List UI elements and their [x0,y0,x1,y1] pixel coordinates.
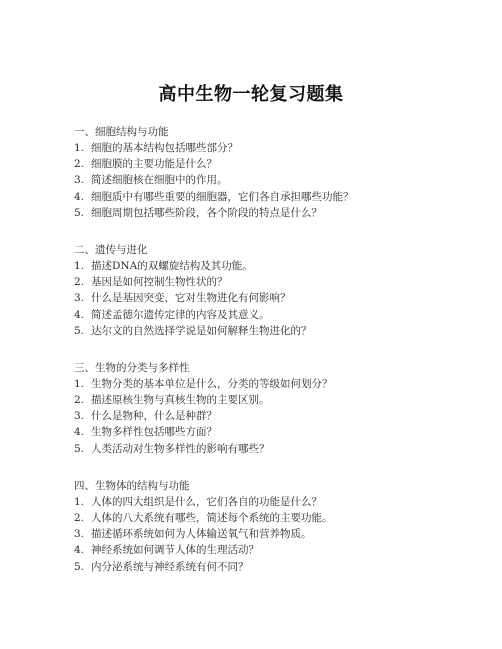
question-item [74,392,484,408]
question-number: 4. [74,544,85,557]
question-list [74,376,484,457]
question-text: 细胞的基本结构包括哪些部分？ [91,142,238,154]
question-list [74,494,484,575]
question-text: 生物分类的基本单位是什么，分类的等级如何划分？ [91,377,333,390]
question-number: 3. [74,410,85,423]
question-text: 人体的八大系统有哪些，简述每个系统的主要功能。 [91,512,333,524]
question-number: 5. [74,324,85,337]
question-item [74,258,484,274]
question-number: 1. [74,259,85,272]
question-number: 5. [74,206,85,219]
question-number: 4. [74,308,85,321]
question-text: 生物多样性包括哪些方面？ [91,426,217,439]
section-organism-structure [74,478,484,575]
question-text: 达尔文的自然选择学说是如何解释生物进化的？ [91,324,312,337]
question-item [74,376,484,392]
document-title: 高中生物一轮复习题集 [158,84,344,105]
question-text: 基因是如何控制生物性状的？ [91,276,228,289]
question-text: 细胞周期包括哪些阶段，各个阶段的特点是什么？ [91,206,322,219]
section-heading: 四、生物体的结构与功能 [74,479,190,492]
question-number: 3. [74,174,85,187]
question-item [74,526,484,542]
question-list [74,140,484,221]
question-text: 人类活动对生物多样性的影响有哪些？ [91,442,270,455]
question-text: 描述原核生物与真核生物的主要区别。 [91,394,270,407]
question-number: 1. [74,377,85,390]
question-number: 4. [74,190,85,203]
question-item [74,559,484,575]
question-text: 细胞质中有哪些重要的细胞器，它们各自承担哪些功能？ [91,190,354,203]
question-item [74,542,484,558]
question-text: 描述循环系统如何为人体输送氧气和营养物质。 [91,528,312,541]
question-item [74,140,484,156]
question-item [74,441,484,457]
question-number: 2. [74,158,85,171]
question-item [74,510,484,526]
section-heading: 二、遗传与进化 [74,243,148,256]
question-item [74,494,484,510]
question-number: 1. [74,142,85,154]
section-classification-diversity [74,360,484,457]
question-number: 2. [74,276,85,289]
question-item [74,156,484,172]
question-text: 简述孟德尔遗传定律的内容及其意义。 [91,308,270,321]
question-text: 神经系统如何调节人体的生理活动？ [91,544,259,557]
section-heading: 一、细胞结构与功能 [74,126,169,138]
question-text: 人体的四大组织是什么，它们各自的功能是什么？ [91,495,322,508]
question-item [74,205,484,221]
question-item [74,274,484,290]
section-heading: 三、生物的分类与多样性 [74,361,190,374]
section-cell-structure [74,124,484,221]
question-number: 5. [74,442,85,455]
question-item [74,189,484,205]
question-item [74,172,484,188]
question-item [74,424,484,440]
question-text: 内分泌系统与神经系统有何不同？ [91,560,249,573]
question-text: 简述细胞核在细胞中的作用。 [91,174,228,187]
question-list [74,258,484,339]
question-number: 5. [74,560,85,573]
section-genetics-evolution [74,242,484,339]
question-number: 1. [74,495,85,508]
question-text: 什么是物种，什么是种群？ [91,410,217,423]
question-text: 细胞膜的主要功能是什么？ [91,158,217,171]
question-number: 4. [74,426,85,439]
question-item [74,307,484,323]
question-item [74,290,484,306]
question-number: 3. [74,528,85,541]
question-number: 2. [74,512,85,524]
question-number: 3. [74,292,85,305]
document-body [74,124,484,596]
question-number: 2. [74,394,85,407]
question-text: 什么是基因突变，它对生物进化有何影响？ [91,292,291,305]
question-text: 描述DNA的双螺旋结构及其功能。 [91,259,253,272]
question-item [74,323,484,339]
question-item [74,408,484,424]
